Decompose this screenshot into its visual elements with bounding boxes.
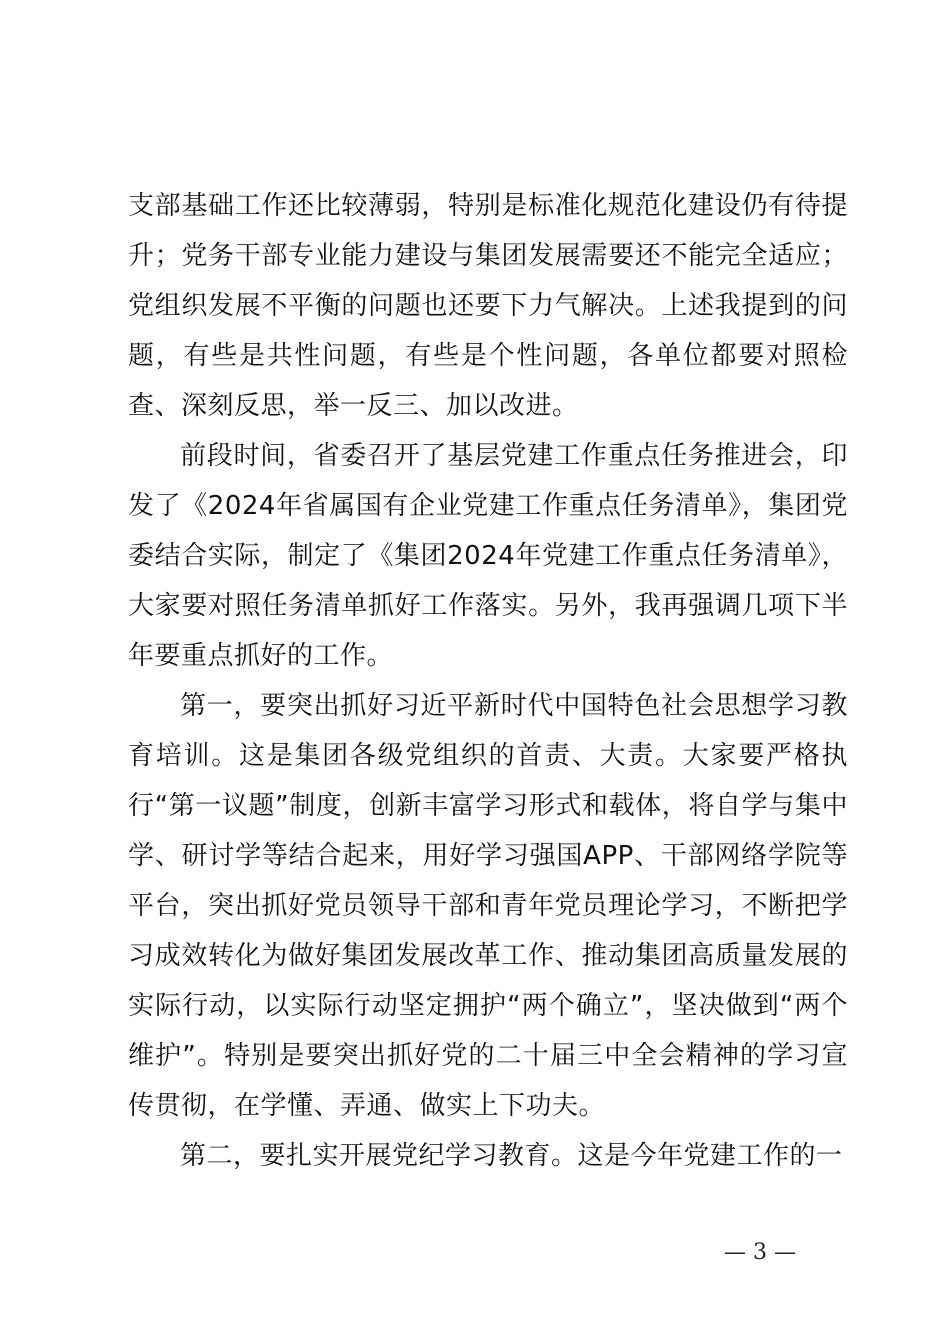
document-body (128, 181, 848, 1181)
paragraph-1: 支部基础工作还比较薄弱，特别是标准化规范化建设仍有待提升；党务干部专业能力建设与集团发展需要还不能完全适应；党组织发展不平衡的问题也还要下力气解决。上述我提到的问题，有些是共性问题，有些是个性问题，各单位都要对照检查、深刻反思，举一反三、加以改进。 (128, 191, 848, 421)
page-number: — 3 — (724, 1240, 796, 1265)
paragraph-2: 前段时间，省委召开了基层党建工作重点任务推进会，印发了《2024年省属国有企业党建工作重点任务清单》，集团党委结合实际，制定了《集团2024年党建工作重点任务清单》，大家要对照任务清单抓好工作落实。另外，我再强调几项下半年要重点抓好的工作。 (128, 441, 848, 671)
paragraph-4: 第二，要扎实开展党纪学习教育。这是今年党建工作的一 (180, 1141, 843, 1171)
paragraph-3: 第一，要突出抓好习近平新时代中国特色社会思想学习教育培训。这是集团各级党组织的首责、大责。大家要严格执行“第一议题”制度，创新丰富学习形式和载体，将自学与集中学、研讨学等结合起来，用好学习强国APP、干部网络学院等平台，突出抓好党员领导干部和青年党员理论学习，不断把学习成效转化为做好集团发展改革工作、推动集团高质量发展的实际行动，以实际行动坚定拥护“两个确立”，坚决做到“两个维护”。特别是要突出抓好党的二十届三中全会精神的学习宣传贯彻，在学懂、弄通、做实上下功夫。 (128, 691, 848, 1121)
